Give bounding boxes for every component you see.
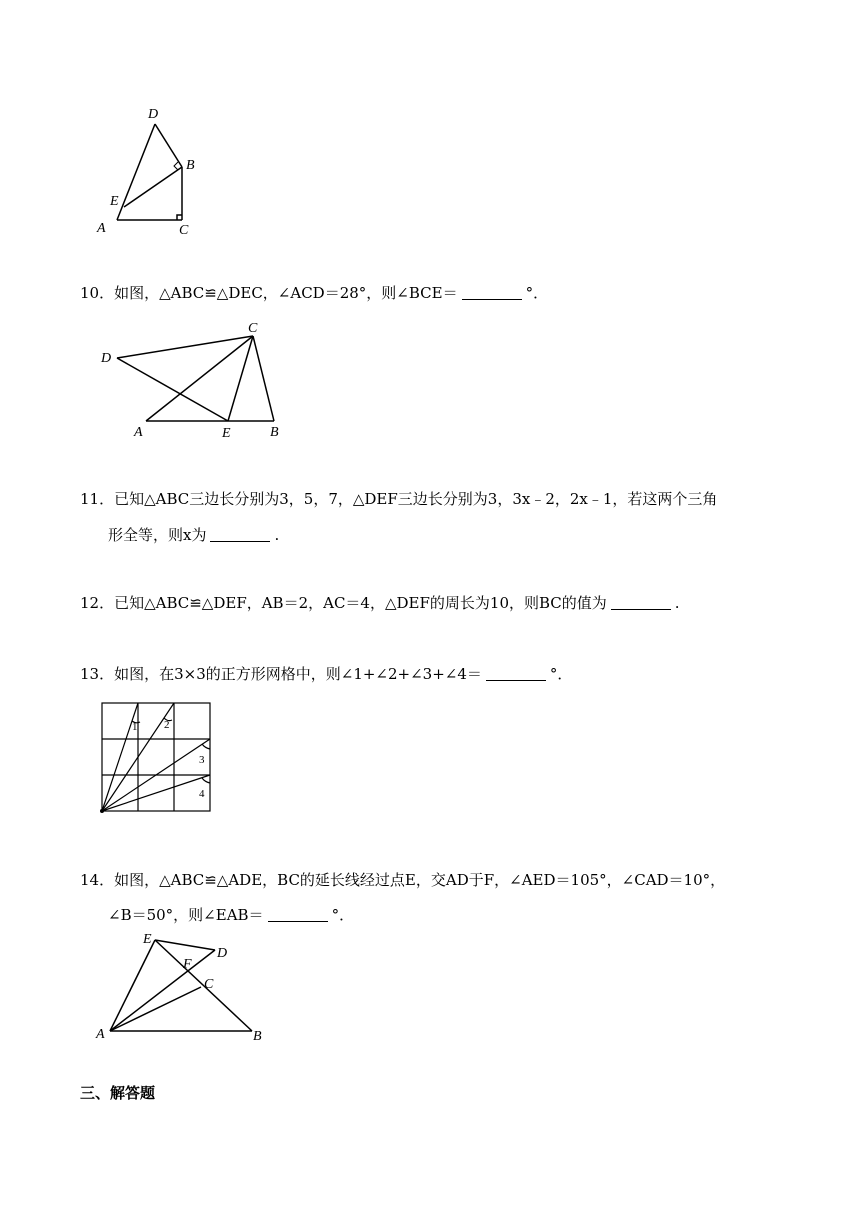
grid-origin-point (100, 809, 104, 813)
segment-cb (253, 336, 274, 421)
label-e: E (143, 932, 152, 947)
figure-q10-svg (95, 315, 295, 440)
answer-blank[interactable] (210, 523, 270, 542)
label-b: B (270, 425, 279, 440)
label-d: D (217, 946, 228, 961)
label-f: F (183, 957, 192, 972)
question-text-end: °． (331, 906, 355, 924)
question-text-end: °． (549, 665, 573, 683)
label-e: E (110, 194, 119, 209)
question-number: 13． (80, 665, 115, 683)
question-11-line2 (80, 517, 279, 553)
label-b: B (186, 158, 195, 173)
grid-border (102, 703, 210, 811)
section-heading: 三、解答题 (80, 1084, 156, 1102)
question-11 (80, 481, 717, 517)
figure-q14-svg (92, 925, 272, 1045)
question-10 (80, 275, 548, 311)
segment-ac (146, 336, 253, 421)
question-text: 如图，在3×3的正方形网格中，则∠1+∠2+∠3+∠4＝ (114, 665, 482, 683)
segment-dc (117, 336, 253, 358)
answer-blank[interactable] (462, 281, 522, 300)
question-text: 如图，△ABC≌△DEC，∠ACD＝28°，则∠BCE＝ (114, 284, 458, 302)
angle-arc-3 (202, 744, 210, 749)
angle-label-3: 3 (199, 754, 205, 766)
question-text-end: . (674, 594, 680, 612)
label-e: E (222, 426, 231, 441)
segment-eb (124, 167, 182, 207)
question-text: ∠B＝50°，则∠EAB＝ (108, 906, 264, 924)
question-12 (80, 585, 680, 621)
question-text: 如图，△ABC≌△ADE，BC的延长线经过点E，交AD于F，∠AED＝105°，∠CAD＝10°， (114, 871, 726, 889)
figure-q9 (90, 100, 210, 240)
label-b: B (253, 1029, 262, 1044)
label-c: C (204, 977, 214, 992)
segment-ce (228, 336, 253, 421)
segment-de (117, 358, 228, 421)
label-a: A (134, 425, 143, 440)
right-angle-mark-b (174, 162, 178, 170)
question-13 (80, 656, 572, 692)
angle-label-2: 2 (164, 719, 170, 731)
answer-blank[interactable] (611, 591, 671, 610)
segment-ad (110, 950, 215, 1031)
label-c: C (248, 321, 258, 336)
label-a: A (97, 221, 106, 236)
ray-4 (102, 775, 210, 811)
figure-q14 (92, 925, 272, 1045)
answer-blank[interactable] (268, 903, 328, 922)
angle-arc-4 (202, 778, 210, 783)
question-number: 12． (80, 594, 115, 612)
figure-q13-svg (95, 695, 220, 820)
question-text-end: °． (525, 284, 549, 302)
question-number: 11． (80, 490, 115, 508)
question-14 (80, 862, 725, 898)
label-c: C (179, 223, 189, 238)
question-number: 10． (80, 284, 115, 302)
answer-blank[interactable] (486, 662, 546, 681)
figure-q13-grid (95, 695, 220, 820)
question-text-end: . (274, 526, 280, 544)
label-a: A (96, 1027, 105, 1042)
angle-label-4: 4 (199, 788, 205, 800)
ray-1 (102, 703, 138, 811)
question-text: 已知△ABC≌△DEF，AB＝2，AC＝4，△DEF的周长为10，则BC的值为 (114, 594, 607, 612)
question-text: 已知△ABC三边长分别为3，5，7，△DEF三边长分别为3，3x﹣2，2x﹣1，若这两个三角 (114, 490, 718, 508)
angle-label-1: 1 (132, 721, 138, 733)
segment-ae (110, 940, 155, 1031)
segment-db (155, 124, 182, 167)
question-text: 形全等，则x为 (108, 526, 207, 544)
label-d: D (101, 351, 112, 366)
segment-ad (117, 124, 155, 220)
segment-ac (110, 987, 201, 1031)
question-number: 14． (80, 871, 115, 889)
label-d: D (148, 107, 159, 122)
figure-q10 (95, 315, 295, 440)
figure-q9-svg (90, 100, 210, 240)
